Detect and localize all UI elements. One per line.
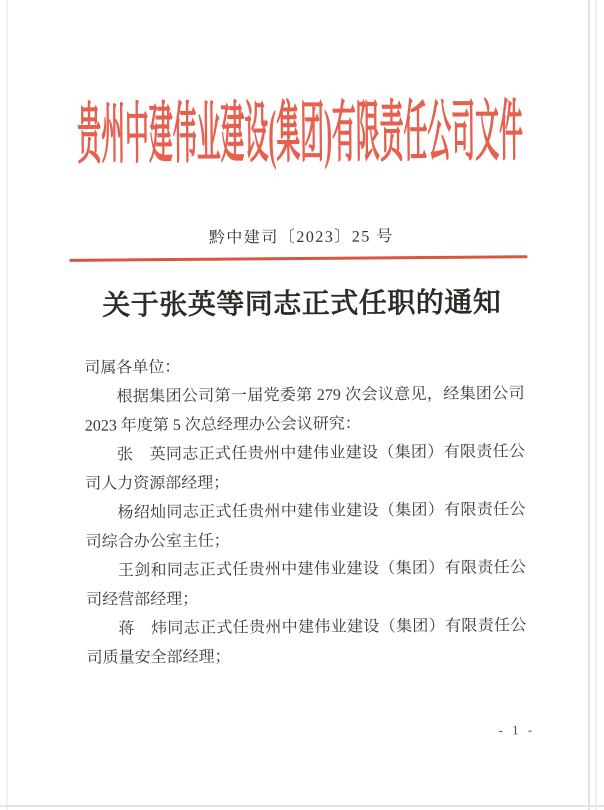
document-title: 关于张英等同志正式任职的通知 xyxy=(102,287,502,322)
scan-edge-bottom xyxy=(0,805,604,807)
scan-edge-left xyxy=(6,0,8,810)
letterhead xyxy=(0,94,603,175)
body-paragraph: 蒋 炜同志正式任贵州中建伟业建设（集团）有限责任公司质量安全部经理； xyxy=(86,617,527,667)
document-body xyxy=(84,350,526,672)
red-divider-line xyxy=(69,255,527,262)
page-number: - 1 - xyxy=(498,722,536,738)
doc-number: 黔中建司〔2023〕25 号 xyxy=(208,228,394,247)
salutation: 司属各单位： xyxy=(84,358,181,377)
body-paragraph: 杨绍灿同志正式任贵州中建伟业建设（集团）有限责任公司综合办公室主任； xyxy=(85,501,526,551)
body-paragraph: 根据集团公司第一届党委第 279 次会议意见，经集团公司 2023 年度第 5 次总经理办公会议研究： xyxy=(84,385,525,435)
scan-edge-right xyxy=(588,0,590,810)
body-paragraph: 王剑和同志正式任贵州中建伟业建设（集团）有限责任公司经营部经理； xyxy=(86,559,526,609)
red-header-org-title: 贵州中建伟业建设(集团)有限责任公司文件 xyxy=(77,95,524,173)
scan-edge-right-faint xyxy=(595,0,597,810)
body-paragraph: 张 英同志正式任贵州中建伟业建设（集团）有限责任公司人力资源部经理； xyxy=(85,443,526,493)
